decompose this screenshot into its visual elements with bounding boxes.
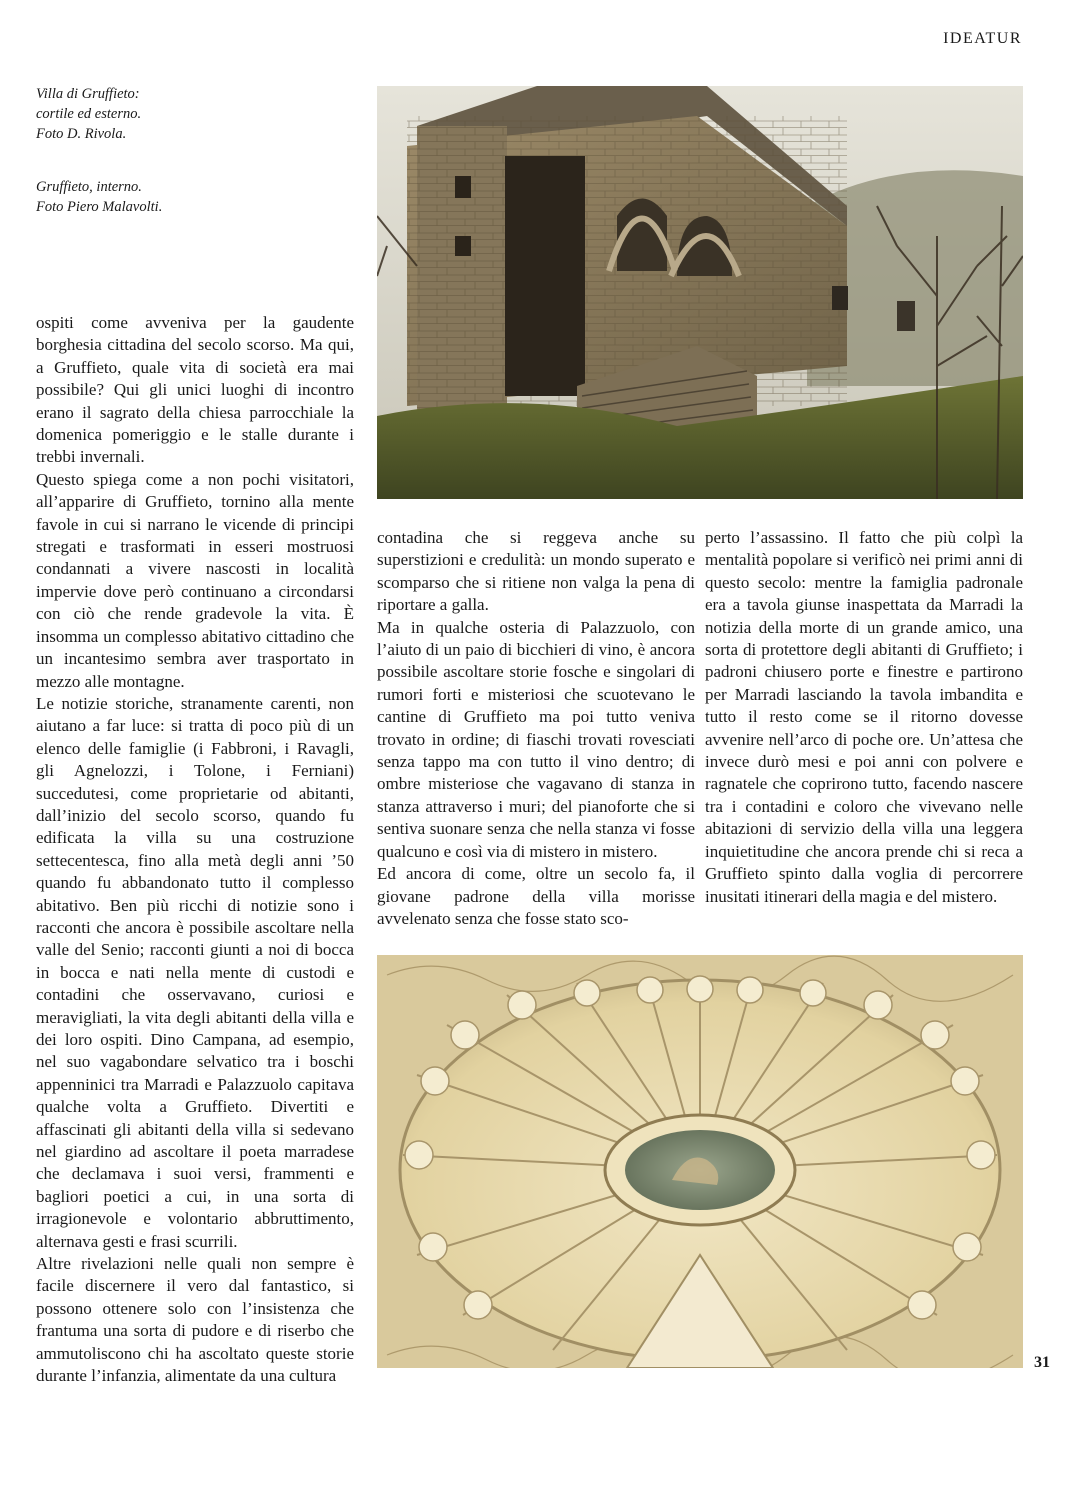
paragraph: Ed ancora di come, oltre un secolo fa, il giovane padrone della villa morisse avvelenato senza che fosse stato sco- [377,864,695,928]
caption-line: cortile ed esterno. [36,106,142,122]
caption-interior [36,177,336,217]
paragraph: Questo spiega come a non pochi visitatori, all’apparire di Gruffieto, tornino alla mente favole in cui si narrano le vicende di principi stregati e trasformati in esseri mostruosi condannati a vivere nascosti in località impervie dove però continuano a circondarsi con ciò che rende gradevole la vita. È insomma un complesso abitativo cittadino che un incantesimo sembra aver trasportato in mezzo alle montagne. [36,469,354,691]
caption-exterior [36,84,336,144]
paragraph: Altre rivelazioni nelle quali non sempre è facile discernere il vero dal fantastico, si possono ottenere solo con l’insistenza che frantuma una sorta di pudore e di riserbo che ammutoliscono chi ha ascoltato queste storie durante l’infanzia, alimentate da una cultura [36,1254,354,1386]
photo-villa-exterior [377,86,1023,499]
caption-line: Gruffieto, interno. [36,179,142,195]
caption-line: Foto D. Rivola. [36,126,127,142]
caption-line: Villa di Gruffieto: [36,86,140,102]
villa-exterior-illustration [377,86,1023,499]
photo-interior-ceiling [377,955,1023,1368]
paragraph: Le notizie storiche, stranamente carenti, non aiutano a far luce: si tratta di poco più di un elenco delle famiglie (i Fabbroni, i Ravagli, gli Agnelozzi, i Tolone, i Ferniani) succedutesi, come proprietarie od abitanti, dall’inizio del secolo scorso, quando fu edificata la villa su una costruzione settecentesca, fino alla metà degli anni ’50 quando fu abbandonato tutto il complesso abitativo. Ben più ricchi di notizie sono i racconti che ancora è possibile ascoltare nella valle del Senio; racconti giunti a noi di bocca in bocca e nati nella mente di custodi e contadini che osservavano, curiosi e meravigliati, la vita degli abitanti della villa e dei loro ospiti. Dino Campana, ad esempio, nel suo vagabondare selvatico tra i boschi appenninici tra Marradi e Palazzuolo capitava qualche volta a Gruffieto. Divertiti e affascinati gli abitanti della villa si sedevano nel giardino ad ascoltare il poeta marradese che declamava i suoi versi, frammenti e bagliori poetici a cui, in una sorta di irragionevole e volontario abbruttimento, alternava gesti e frasi scurrili. [36,693,354,1251]
paragraph: perto l’assassino. Il fatto che più colpì la mentalità popolare si verificò nei primi anni di questo secolo: mentre la famiglia padronale era a tavola giunse inaspettata da Marradi la notizia della morte di un grande amico, una sorta di protettore degli abitanti di Gruffieto; i padroni chiusero porte e finestre e partirono per Marradi lasciando la tavola imbandita e tutto il resto come se il ritorno dovesse avvenire nell’arco di poche ore. Un’attesa che invece durò mesi e poi anni con polvere e ragnatele che coprirono tutto, facendo nascere tra i contadini e coloro che vivevano nelle abitazioni di servizio della villa una leggera inquietitudine che ancora prende chi si reca a Gruffieto spinto dalla voglia di percorrere inusitati itinerari della magia e del mistero. [705,528,1023,906]
paragraph: contadina che si reggeva anche su superstizioni e credulità: un mondo superato e scomparso che si ritiene non valga la pena di riportare a galla. [377,528,695,615]
text-column-2 [377,527,695,930]
paragraph: ospiti come avveniva per la gaudente borghesia cittadina del secolo scorso. Ma qui, a Gruffieto, quale vita di società era mai possibile? Qui gli unici luoghi di incontro erano il sagrato della chiesa parrocchiale la domenica pomeriggio e le stalle durante i trebbi invernali. [36,313,354,467]
text-column-1 [36,312,354,1388]
paragraph: Ma in qualche osteria di Palazzuolo, con l’aiuto di un paio di bicchieri di vino, è ancora possibile ascoltare storie fosche e singolari di rumori forti e misteriosi che scuotevano le cantine di Gruffieto ma poi tutto veniva trovato in ordine; di fiaschi trovati rovesciati senza tappo ma con tutto il vino dentro; di ombre misteriose che vagavano di stanza in stanza attraverso i muri; del pianoforte che si sentiva suonare senza che nella stanza vi fosse qualcuno e così via di mistero in mistero. [377,617,695,861]
caption-line: Foto Piero Malavolti. [36,199,163,215]
section-header: IDEATUR [943,30,1022,47]
page-number: 31 [1034,1354,1050,1371]
ceiling-illustration [377,955,1023,1368]
text-column-3 [705,527,1023,908]
